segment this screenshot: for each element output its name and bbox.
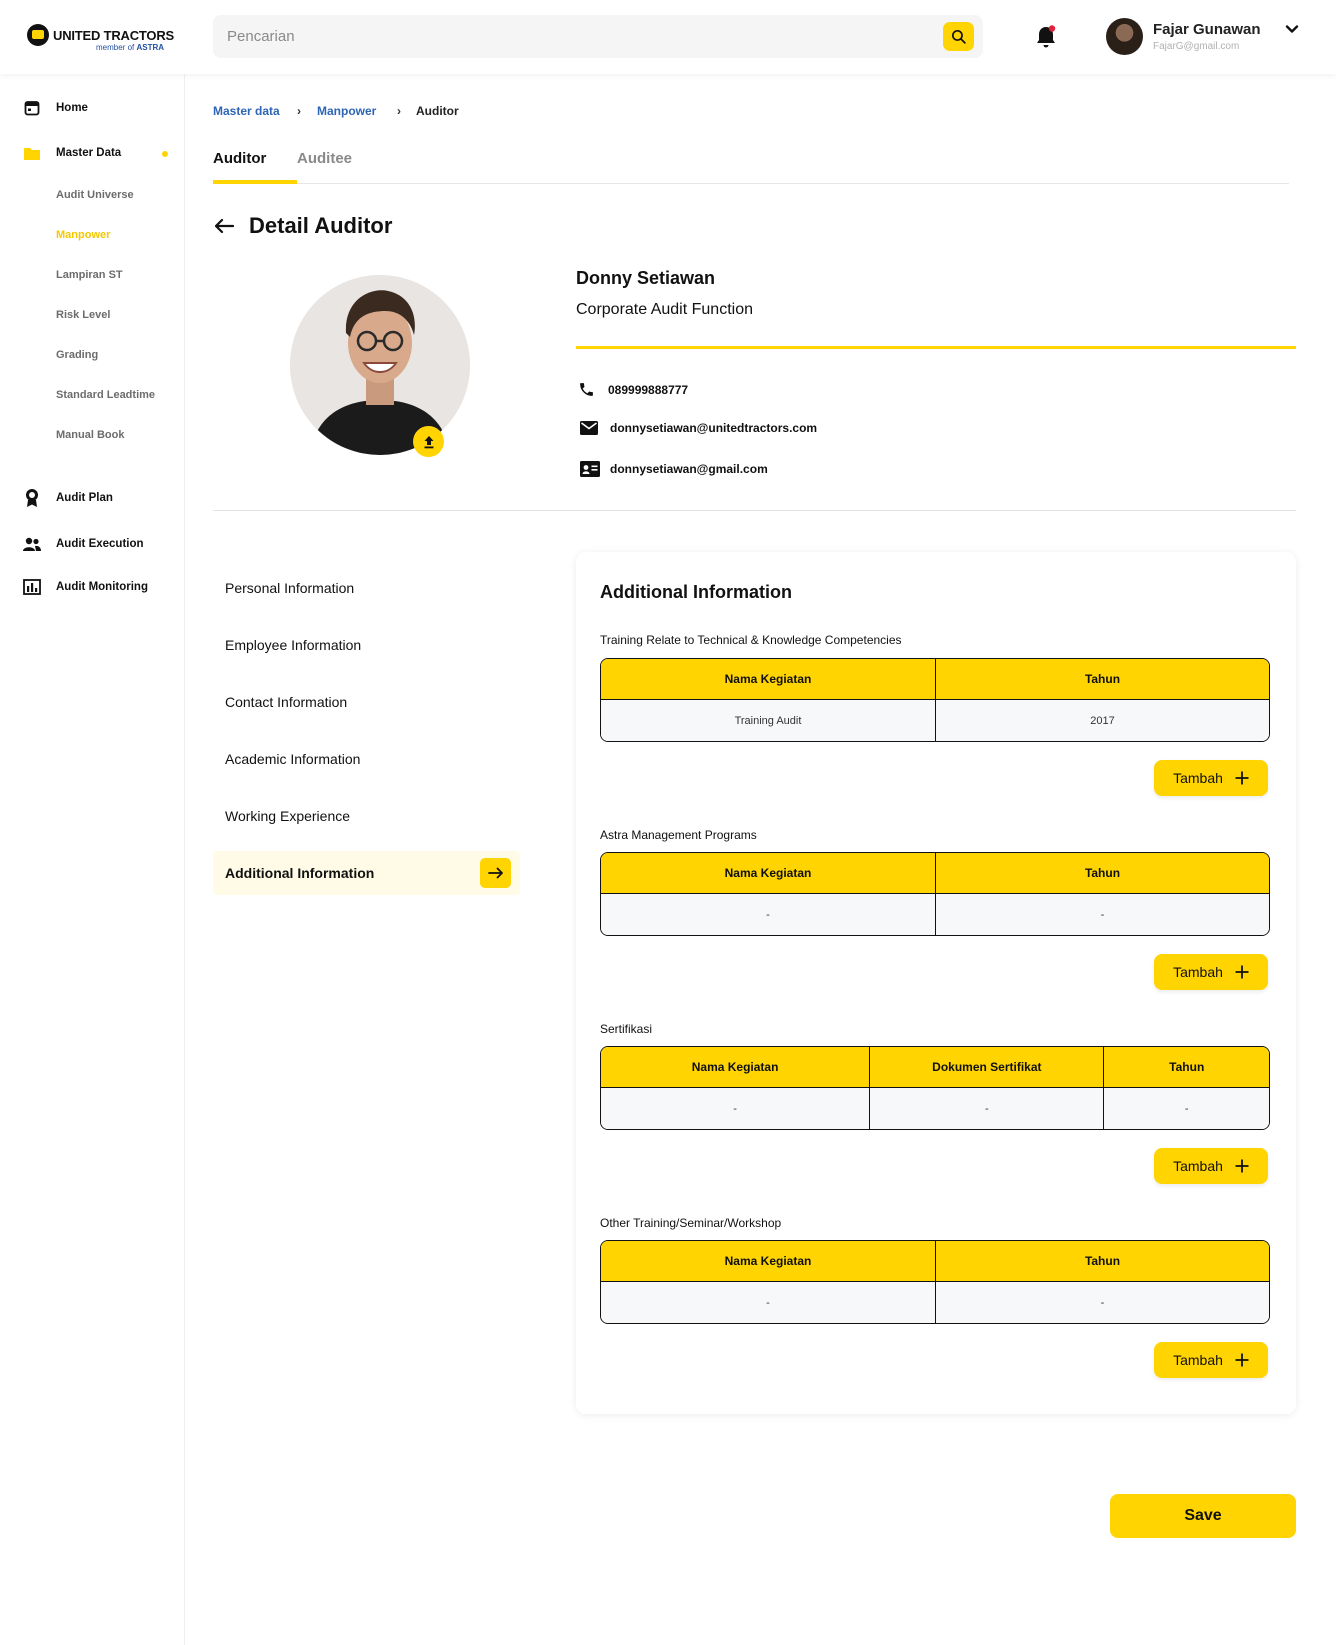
- chevron-down-icon: [1284, 21, 1300, 37]
- arrow-left-icon: [214, 218, 234, 234]
- personal-email: donnysetiawan@gmail.com: [610, 462, 768, 476]
- breadcrumb-separator: ›: [397, 104, 401, 118]
- search-bar: [213, 15, 983, 58]
- tabs-divider: [213, 183, 1289, 184]
- logo-mark-icon: [27, 24, 49, 46]
- add-certification-button[interactable]: [1154, 1148, 1268, 1184]
- page-title: Detail Auditor: [249, 213, 393, 238]
- sidebar-subitem-manpower[interactable]: Manpower: [56, 229, 111, 241]
- sidebar-item-label: Audit Plan: [56, 492, 113, 504]
- active-indicator-dot: [162, 151, 168, 157]
- table-cell: -: [733, 1102, 737, 1115]
- user-email: FajarG@gmail.com: [1153, 41, 1240, 52]
- table-header-row: [601, 659, 1269, 700]
- table-header: Nama Kegiatan: [724, 1254, 812, 1268]
- table-cell: -: [935, 894, 1269, 935]
- upload-photo-button[interactable]: [413, 426, 444, 457]
- search-icon: [950, 28, 967, 45]
- training-table: [600, 658, 1270, 742]
- button-label: Tambah: [1173, 1352, 1223, 1368]
- table-cell: Training Audit: [734, 714, 802, 727]
- table-header: Tahun: [935, 1241, 1269, 1281]
- tab-auditee[interactable]: Auditee: [297, 150, 353, 167]
- breadcrumb-separator: ›: [297, 104, 301, 118]
- table-header: Nama Kegiatan: [724, 866, 812, 880]
- sidebar-item-label: Audit Monitoring: [56, 581, 148, 593]
- monitoring-icon: [23, 578, 41, 596]
- table-header: Tahun: [935, 853, 1269, 893]
- brand-logo[interactable]: [27, 24, 174, 52]
- table-header: Nama Kegiatan: [724, 672, 812, 686]
- tagline-brand: ASTRA: [136, 43, 165, 52]
- table-row[interactable]: [601, 894, 1269, 935]
- breadcrumb-manpower[interactable]: Manpower: [317, 104, 377, 118]
- section-academic-information[interactable]: Academic Information: [225, 751, 361, 767]
- contact-phone: [578, 381, 688, 398]
- table-header-row: [601, 853, 1269, 894]
- brand-tagline: [96, 43, 164, 52]
- tab-auditor[interactable]: Auditor: [213, 150, 267, 167]
- plus-icon: [1235, 1353, 1249, 1367]
- user-name[interactable]: Fajar Gunawan: [1153, 21, 1261, 38]
- table-row[interactable]: [601, 1282, 1269, 1323]
- section-contact-information[interactable]: Contact Information: [225, 694, 348, 710]
- sidebar-subitem-risk-level[interactable]: Risk Level: [56, 309, 111, 321]
- table-header: Nama Kegiatan: [691, 1060, 779, 1074]
- plus-icon: [1235, 965, 1249, 979]
- sidebar-item-audit-execution[interactable]: [23, 535, 144, 553]
- section-label: Additional Information: [225, 865, 375, 881]
- section-personal-information[interactable]: Personal Information: [225, 580, 355, 596]
- table-header-row: [601, 1047, 1269, 1088]
- profile-name: Donny Setiawan: [576, 268, 716, 288]
- search-button[interactable]: [943, 22, 974, 51]
- work-email: donnysetiawan@unitedtractors.com: [610, 421, 818, 435]
- profile-department: Corporate Audit Function: [576, 301, 753, 318]
- section-open-button[interactable]: [480, 858, 511, 888]
- sidebar-subitem-grading[interactable]: Grading: [56, 349, 99, 361]
- brand-name: UNITED TRACTORS: [53, 28, 174, 43]
- tagline-prefix: member of: [96, 43, 135, 52]
- table-header-row: [601, 1241, 1269, 1282]
- additional-information-card: [576, 552, 1296, 1414]
- table-cell: -: [935, 1282, 1269, 1323]
- sidebar-item-label: Master Data: [56, 147, 122, 159]
- sidebar-subitem-audit-universe[interactable]: Audit Universe: [56, 189, 134, 201]
- table-cell: 2017: [935, 700, 1269, 741]
- sidebar-item-home[interactable]: [23, 99, 88, 117]
- table-header: Dokumen Sertifikat: [869, 1047, 1103, 1087]
- sidebar-item-audit-plan[interactable]: [23, 489, 113, 507]
- mail-icon: [580, 421, 600, 435]
- table-row[interactable]: [601, 1088, 1269, 1129]
- user-avatar[interactable]: [1106, 18, 1143, 55]
- upload-icon: [422, 435, 436, 449]
- active-tab-underline: [213, 180, 297, 184]
- folder-icon: [23, 144, 41, 162]
- table-cell: -: [766, 908, 770, 921]
- contact-personal-email: [580, 461, 768, 477]
- back-button[interactable]: [214, 218, 234, 239]
- section-employee-information[interactable]: Employee Information: [225, 637, 362, 653]
- contact-work-email: [580, 421, 817, 435]
- sidebar-item-label: Home: [56, 102, 88, 114]
- certification-table: [600, 1046, 1270, 1130]
- user-menu-toggle[interactable]: [1284, 21, 1300, 42]
- table-label: Training Relate to Technical & Knowledge Competencies: [600, 633, 902, 647]
- contact-card-icon: [580, 461, 600, 477]
- plus-icon: [1235, 771, 1249, 785]
- profile-photo: [290, 275, 470, 455]
- calendar-icon: [23, 99, 41, 117]
- phone-number: 089999888777: [608, 382, 689, 397]
- table-label: Sertifikasi: [600, 1022, 653, 1036]
- table-cell: -: [766, 1296, 770, 1309]
- table-header: Tahun: [1103, 1047, 1269, 1087]
- save-button[interactable]: Save: [1110, 1494, 1296, 1538]
- sidebar-item-label: Audit Execution: [56, 538, 144, 550]
- button-label: Tambah: [1173, 770, 1223, 786]
- add-other-training-button[interactable]: [1154, 1342, 1268, 1378]
- person-portrait-icon: [290, 275, 470, 455]
- sidebar-subitem-standard-leadtime[interactable]: Standard Leadtime: [56, 389, 156, 401]
- add-training-button[interactable]: [1154, 760, 1268, 796]
- breadcrumb-current: Auditor: [416, 104, 459, 118]
- notification-button[interactable]: [1034, 24, 1058, 50]
- sidebar-item-master-data[interactable]: [23, 144, 121, 162]
- table-cell: -: [1103, 1088, 1269, 1129]
- profile-divider: [576, 346, 1296, 349]
- button-label: Tambah: [1173, 964, 1223, 980]
- section-additional-information[interactable]: [213, 851, 520, 895]
- phone-icon: [578, 381, 598, 398]
- breadcrumb-master-data[interactable]: Master data: [213, 104, 280, 118]
- table-cell: -: [869, 1088, 1103, 1129]
- section-divider: [213, 510, 1296, 511]
- other-training-table: [600, 1240, 1270, 1324]
- astra-management-table: [600, 852, 1270, 936]
- sidebar-subitem-lampiran-st[interactable]: Lampiran ST: [56, 269, 123, 281]
- table-header: Tahun: [935, 659, 1269, 699]
- table-label: Other Training/Seminar/Workshop: [600, 1216, 782, 1230]
- button-label: Tambah: [1173, 1158, 1223, 1174]
- card-title: Additional Information: [600, 582, 792, 602]
- table-label: Astra Management Programs: [600, 828, 757, 842]
- top-bar: [0, 0, 1336, 74]
- sidebar-item-audit-monitoring[interactable]: [23, 578, 148, 596]
- table-row[interactable]: [601, 700, 1269, 741]
- plus-icon: [1235, 1159, 1249, 1173]
- sidebar-subitem-manual-book[interactable]: Manual Book: [56, 429, 125, 441]
- add-management-program-button[interactable]: [1154, 954, 1268, 990]
- award-icon: [23, 489, 41, 507]
- arrow-right-icon: [488, 867, 504, 879]
- section-working-experience[interactable]: Working Experience: [225, 808, 351, 824]
- bell-icon: [1034, 24, 1058, 50]
- people-icon: [23, 535, 41, 553]
- search-input[interactable]: [227, 15, 917, 58]
